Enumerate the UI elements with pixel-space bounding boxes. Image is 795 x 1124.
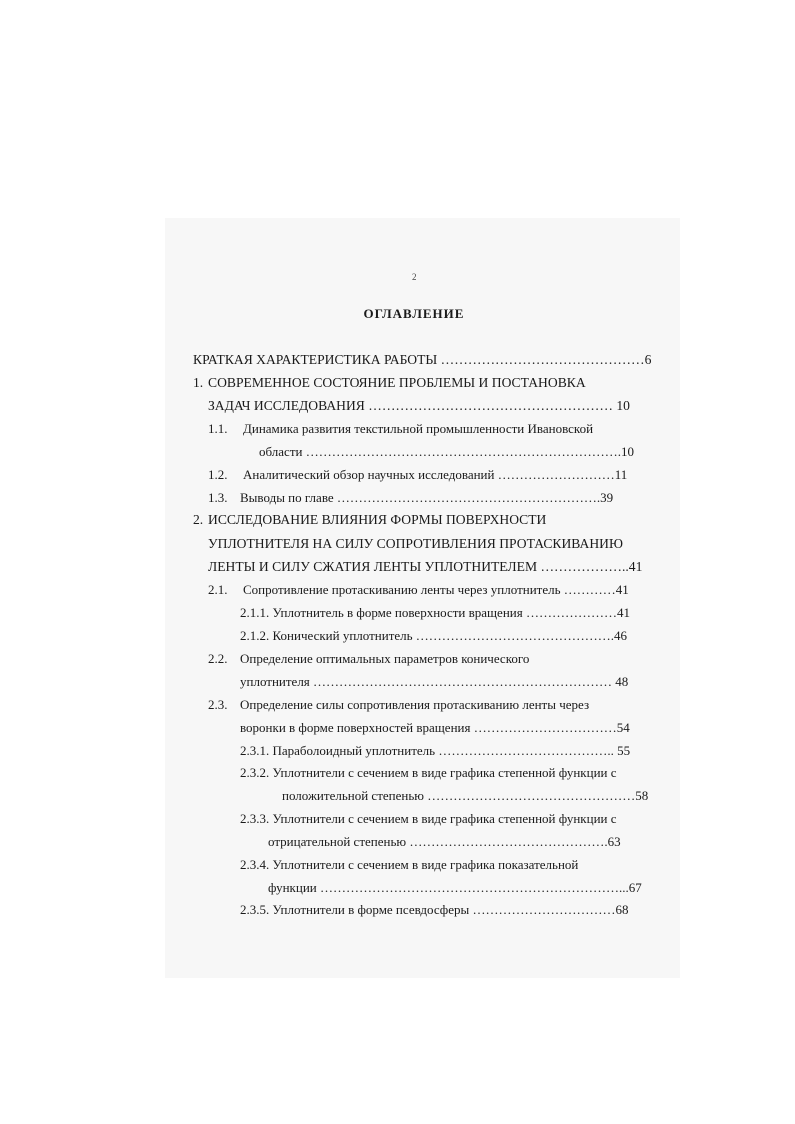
toc-2-3-number: 2.3. (208, 697, 228, 712)
toc-ch2-title-line2: УПЛОТНИТЕЛЯ НА СИЛУ СОПРОТИВЛЕНИЯ ПРОТАСКИВАНИЮ (208, 536, 623, 551)
toc-2-3-1: 2.3.1. Параболоидный уплотнитель ………………………………….. 55 (240, 743, 631, 758)
toc-2-2-line2: уплотнителя …………………………………………………………… 48 (240, 674, 629, 689)
toc-2-3-2-line1: 2.3.2. Уплотнители с сечением в виде графика степенной функции с (240, 765, 617, 780)
toc-2-1-2: 2.1.2. Конический уплотнитель ……………………………………….46 (240, 628, 628, 643)
toc-brief: КРАТКАЯ ХАРАКТЕРИСТИКА РАБОТЫ ………………………………………6 (193, 352, 652, 367)
toc-2-2-line1: Определение оптимальных параметров конического (240, 651, 530, 666)
toc-2-3-4-line2: функции ……………………………………………………………...67 (268, 880, 642, 895)
toc-1-1-number: 1.1. (208, 421, 228, 436)
toc-1-3-line1: Выводы по главе …………………………………………………….39 (240, 490, 614, 505)
page-number: 2 (412, 272, 417, 282)
toc-2-3-2-line2: положительной степенью …………………………………………58 (282, 788, 649, 803)
toc-2-3-3-line1: 2.3.3. Уплотнители с сечением в виде графика степенной функции с (240, 811, 617, 826)
toc-2-1-line1: Сопротивление протаскиванию ленты через уплотнитель …………41 (243, 582, 629, 597)
toc-1-3-number: 1.3. (208, 490, 228, 505)
toc-2-1-1: 2.1.1. Уплотнитель в форме поверхности вращения …………………41 (240, 605, 630, 620)
toc-2-2-number: 2.2. (208, 651, 228, 666)
toc-1-2-line1: Аналитический обзор научных исследований ………………………11 (243, 467, 628, 482)
toc-2-3-5: 2.3.5. Уплотнители в форме псевдосферы ……………………………68 (240, 902, 629, 917)
toc-ch2-number: 2. (193, 512, 204, 527)
toc-ch1-title-line2: ЗАДАЧ ИССЛЕДОВАНИЯ ……………………………………………… 10 (208, 398, 630, 413)
toc-ch2-title-line1: ИССЛЕДОВАНИЕ ВЛИЯНИЯ ФОРМЫ ПОВЕРХНОСТИ (208, 512, 547, 527)
toc-1-1-line2: области ……………………………………………………………….10 (259, 444, 634, 459)
toc-2-1-number: 2.1. (208, 582, 228, 597)
toc-1-1-line1: Динамика развития текстильной промышленности Ивановской (243, 421, 594, 436)
toc-ch2-title-line3: ЛЕНТЫ И СИЛУ СЖАТИЯ ЛЕНТЫ УПЛОТНИТЕЛЕМ ………………..41 (208, 559, 643, 574)
toc-2-3-line1: Определение силы сопротивления протаскиванию ленты через (240, 697, 590, 712)
toc-ch1-title-line1: СОВРЕМЕННОЕ СОСТОЯНИЕ ПРОБЛЕМЫ И ПОСТАНОВКА (208, 375, 586, 390)
toc-1-2-number: 1.2. (208, 467, 228, 482)
toc-2-3-4-line1: 2.3.4. Уплотнители с сечением в виде графика показательной (240, 857, 579, 872)
page-title: ОГЛАВЛЕНИЕ (363, 306, 465, 321)
toc-ch1-number: 1. (193, 375, 204, 390)
toc-2-3-3-line2: отрицательной степенью ……………………………………….63 (268, 834, 621, 849)
toc-2-3-line2: воронки в форме поверхностей вращения ……………………………54 (240, 720, 630, 735)
